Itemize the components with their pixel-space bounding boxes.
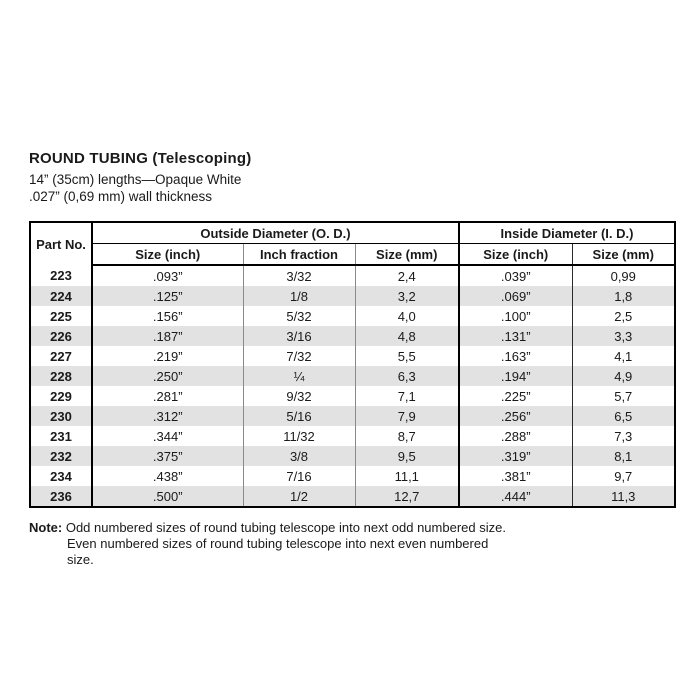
tubing-spec-table [29,221,676,508]
id-size-mm-cell: 2,5 [614,308,633,324]
od-size-inch-cell: .500” [92,486,243,507]
col-group-inside-diameter: Inside Diameter (I. D.) [459,222,675,244]
od-size-inch-cell: .281” [92,386,243,406]
od-inch-fraction-cell: 7/16 [243,466,355,486]
note-text: Odd numbered sizes of round tubing telescope into next odd numbered size. Even numbered sizes of round tubing telescope into next even numbered size. [65,520,506,567]
note-label: Note: [29,520,63,535]
od-inch-fraction-cell: 9/32 [243,386,355,406]
part-no-cell: 224 [30,286,92,306]
col-header-part-no: Part No. [30,222,92,265]
part-no-cell: 236 [30,486,92,507]
table-row [30,286,675,306]
table-row [30,326,675,346]
id-size-mm-cell: 1,8 [572,286,675,306]
content-block [29,150,675,568]
col-header-id-size-inch: Size (inch) [459,244,572,266]
part-no-cell: 225 [30,306,92,326]
od-inch-fraction-cell: 3/16 [243,326,355,346]
subtitle-lengths: 14” (35cm) lengths—Opaque White [29,172,242,187]
od-size-mm-cell: 5,5 [355,346,459,366]
part-no-cell: 227 [30,346,92,366]
id-size-inch-cell: .225” [459,386,572,406]
id-size-mm-cell: 5,7 [614,388,633,404]
id-size-inch-cell: .039” [459,265,572,286]
id-size-mm-cell: 8,1 [572,446,675,466]
od-size-mm-cell: 4,0 [355,306,459,326]
col-header-od-size-mm: Size (mm) [355,244,459,266]
subtitle-wall-thickness: .027” (0,69 mm) wall thickness [29,189,213,204]
table-row [30,306,675,326]
part-no-cell: 228 [30,366,92,386]
id-size-inch-cell: .069” [459,286,572,306]
od-inch-fraction-cell: 7/32 [243,346,355,366]
od-inch-fraction-cell: 1/2 [243,486,355,507]
id-size-inch-cell: .163” [459,346,572,366]
id-size-mm-cell: 11,3 [572,486,675,507]
od-size-inch-cell: .219” [92,346,243,366]
part-no-cell: 226 [30,326,92,346]
table-header [30,222,675,265]
od-size-inch-cell: .187” [92,326,243,346]
col-header-id-size-mm: Size (mm) [572,244,675,266]
od-size-mm-cell: 12,7 [355,486,459,507]
part-no-cell: 234 [30,466,92,486]
od-size-mm-cell: 2,4 [355,265,459,286]
od-size-inch-cell: .312” [92,406,243,426]
id-size-mm-cell: 6,5 [572,406,675,426]
id-size-mm-cell: 4,1 [614,348,633,364]
table-row [30,446,675,466]
od-size-mm-cell: 7,1 [355,386,459,406]
od-size-inch-cell: .093” [92,265,243,286]
od-size-inch-cell: .375” [92,446,243,466]
table-body [30,265,675,507]
id-size-inch-cell: .381” [459,466,572,486]
od-inch-fraction-cell: 11/32 [243,426,355,446]
note [29,520,514,568]
id-size-inch-cell: .288” [459,426,572,446]
table-row [30,366,675,386]
id-size-inch-cell: .319” [459,446,572,466]
od-size-mm-cell: 3,2 [355,286,459,306]
id-size-mm-cell: 9,7 [614,468,633,484]
od-size-mm-cell: 8,7 [355,426,459,446]
od-size-mm-cell: 9,5 [355,446,459,466]
id-size-mm-cell: 7,3 [614,428,633,444]
od-size-inch-cell: .438” [92,466,243,486]
od-size-mm-cell: 7,9 [355,406,459,426]
od-size-inch-cell: .344” [92,426,243,446]
part-no-cell: 232 [30,446,92,466]
od-size-mm-cell: 11,1 [355,466,459,486]
od-size-inch-cell: .250” [92,366,243,386]
header-group-row [30,222,675,244]
od-inch-fraction-cell: 3/32 [243,265,355,286]
table-row [30,265,675,286]
table-row [30,486,675,507]
part-no-cell: 223 [30,265,92,286]
id-size-mm-cell: 0,99 [610,268,636,284]
table-row [30,346,675,366]
col-group-outside-diameter: Outside Diameter (O. D.) [92,222,459,244]
table-row [30,386,675,406]
table-row [30,426,675,446]
id-size-inch-cell: .444” [459,486,572,507]
od-inch-fraction-cell: ¼ [243,366,355,386]
col-header-od-size-inch: Size (inch) [92,244,243,266]
col-header-od-inch-fraction: Inch fraction [243,244,355,266]
od-inch-fraction-cell: 5/16 [243,406,355,426]
part-no-cell: 229 [30,386,92,406]
id-size-mm-cell: 4,9 [572,366,675,386]
od-inch-fraction-cell: 5/32 [243,306,355,326]
id-size-inch-cell: .194” [459,366,572,386]
od-size-inch-cell: .156” [92,306,243,326]
od-inch-fraction-cell: 1/8 [243,286,355,306]
part-no-cell: 230 [30,406,92,426]
id-size-mm-cell: 3,3 [572,326,675,346]
page-title: ROUND TUBING (Telescoping) [29,150,252,167]
id-size-inch-cell: .256” [459,406,572,426]
part-no-cell: 231 [30,426,92,446]
od-inch-fraction-cell: 3/8 [243,446,355,466]
header-sub-row [30,244,675,266]
table-row [30,406,675,426]
id-size-inch-cell: .131” [459,326,572,346]
od-size-inch-cell: .125” [92,286,243,306]
od-size-mm-cell: 4,8 [355,326,459,346]
od-size-mm-cell: 6,3 [355,366,459,386]
table-row [30,466,675,486]
id-size-inch-cell: .100” [459,306,572,326]
